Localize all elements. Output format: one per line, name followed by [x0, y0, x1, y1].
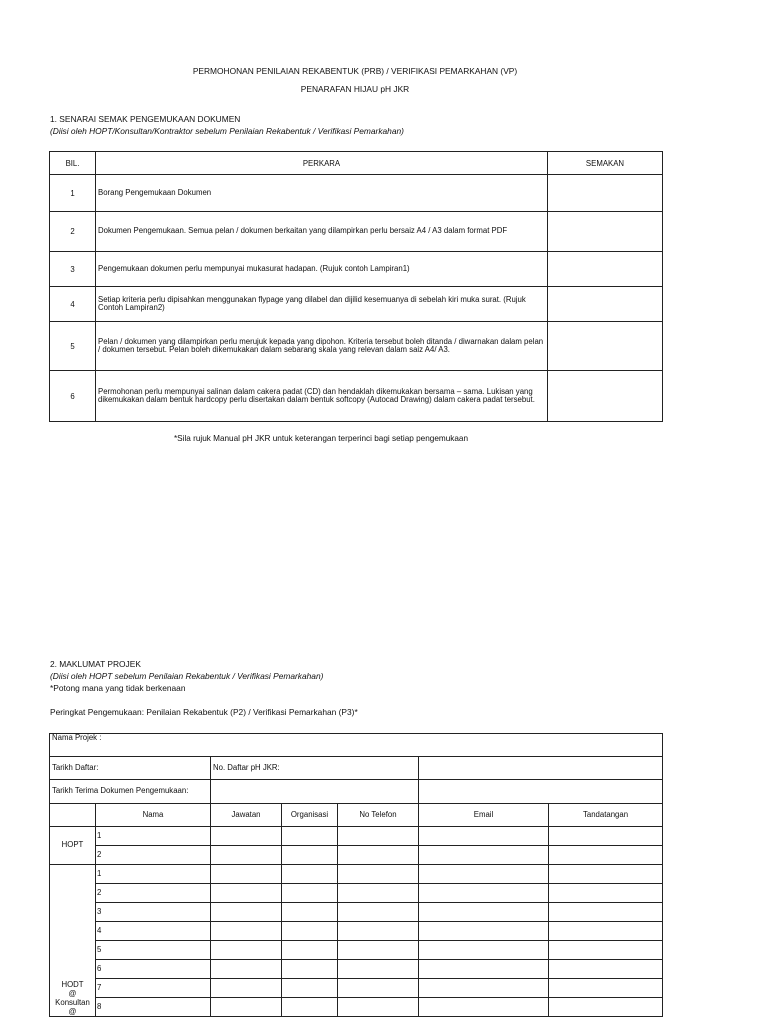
- member-cell[interactable]: [211, 960, 282, 979]
- member-cell[interactable]: [419, 979, 549, 998]
- member-cell[interactable]: [549, 884, 663, 903]
- member-cell[interactable]: [282, 960, 338, 979]
- member-cell[interactable]: [211, 884, 282, 903]
- member-cell[interactable]: [419, 922, 549, 941]
- table-row: [50, 998, 663, 1017]
- form-subtitle: PENARAFAN HIJAU pH JKR: [300, 84, 410, 94]
- table-row: [50, 903, 663, 922]
- table-row: [50, 175, 663, 212]
- member-cell[interactable]: [211, 827, 282, 846]
- col-perkara: PERKARA: [96, 152, 548, 175]
- table-row: [50, 287, 663, 322]
- member-cell[interactable]: [211, 865, 282, 884]
- member-number[interactable]: 6: [96, 960, 211, 979]
- member-cell[interactable]: [419, 998, 549, 1017]
- member-number[interactable]: 1: [96, 827, 211, 846]
- member-number[interactable]: 3: [96, 903, 211, 922]
- table-row: [50, 212, 663, 252]
- col-email: Email: [419, 804, 549, 827]
- row-bil: 1: [50, 175, 96, 212]
- table-row: [50, 922, 663, 941]
- row-perkara: Pengemukaan dokumen perlu mempunyai mukasurat hadapan. (Rujuk contoh Lampiran1): [96, 252, 548, 287]
- row-perkara: Permohonan perlu mempunyai salinan dalam cakera padat (CD) dan hendaklah dikemukakan bersama – sama. Lukisan yang dikemukakan dalam bentuk hardcopy perlu disertakan dalam bentuk softcopy (Autocad Drawing) dalam cakera padat tersebut.: [96, 371, 548, 422]
- members-header-row: [50, 804, 663, 827]
- member-number[interactable]: 4: [96, 922, 211, 941]
- member-cell[interactable]: [338, 960, 419, 979]
- col-bil: BIL.: [50, 152, 96, 175]
- col-jawatan: Jawatan: [211, 804, 282, 827]
- role-header: [50, 804, 96, 827]
- project-info-table: [49, 733, 663, 1017]
- member-number[interactable]: 5: [96, 941, 211, 960]
- form-title: PERMOHONAN PENILAIAN REKABENTUK (PRB) / VERIFIKASI PEMARKAHAN (VP): [192, 66, 518, 76]
- member-cell[interactable]: [549, 998, 663, 1017]
- hodt-label-line: @: [68, 1007, 77, 1016]
- member-cell[interactable]: [211, 941, 282, 960]
- member-cell[interactable]: [549, 922, 663, 941]
- no-daftar-field[interactable]: No. Daftar pH JKR:: [211, 757, 419, 780]
- col-tandatangan: Tandatangan: [549, 804, 663, 827]
- member-cell[interactable]: [419, 827, 549, 846]
- member-cell[interactable]: [549, 827, 663, 846]
- nama-projek-field[interactable]: Nama Projek :: [50, 734, 663, 757]
- hodt-label-line: Konsultan: [55, 998, 90, 1007]
- checklist-table: [49, 151, 663, 422]
- member-cell[interactable]: [549, 979, 663, 998]
- member-cell[interactable]: [338, 979, 419, 998]
- row-bil: 6: [50, 371, 96, 422]
- table-row: [50, 322, 663, 371]
- table-row: [50, 371, 663, 422]
- member-number[interactable]: 7: [96, 979, 211, 998]
- col-semakan: SEMAKAN: [548, 152, 663, 175]
- member-number[interactable]: 2: [96, 884, 211, 903]
- row-bil: 2: [50, 212, 96, 252]
- member-cell[interactable]: [419, 941, 549, 960]
- hodt-label: [50, 865, 96, 1017]
- member-cell[interactable]: [549, 903, 663, 922]
- semakan-cell[interactable]: [548, 175, 663, 212]
- member-cell[interactable]: [419, 846, 549, 865]
- row-perkara: Setiap kriteria perlu dipisahkan menggunakan flypage yang dilabel dan dijilid kesemuanya di sebelah kiri muka surat. (Rujuk Contoh Lampiran2): [96, 287, 548, 322]
- table-row: [50, 941, 663, 960]
- row-bil: 5: [50, 322, 96, 371]
- member-cell[interactable]: [211, 922, 282, 941]
- table-row: [50, 884, 663, 903]
- table-row: [50, 979, 663, 998]
- section2-subheading: (Diisi oleh HOPT sebelum Penilaian Rekabentuk / Verifikasi Pemarkahan): [50, 671, 324, 681]
- member-cell[interactable]: [282, 998, 338, 1017]
- member-cell[interactable]: [282, 922, 338, 941]
- semakan-cell[interactable]: [548, 287, 663, 322]
- member-cell[interactable]: [338, 884, 419, 903]
- member-cell[interactable]: [282, 903, 338, 922]
- section2-note: *Potong mana yang tidak berkenaan: [50, 683, 186, 693]
- row-perkara: Dokumen Pengemukaan. Semua pelan / dokumen berkaitan yang dilampirkan perlu bersaiz A4 / A3 dalam format PDF: [96, 212, 548, 252]
- member-cell[interactable]: [549, 960, 663, 979]
- member-cell[interactable]: [419, 960, 549, 979]
- member-cell[interactable]: [282, 884, 338, 903]
- member-cell[interactable]: [338, 827, 419, 846]
- row-bil: 3: [50, 252, 96, 287]
- semakan-cell[interactable]: [548, 252, 663, 287]
- member-number[interactable]: 2: [96, 846, 211, 865]
- member-cell[interactable]: [549, 941, 663, 960]
- row-perkara: Pelan / dokumen yang dilampirkan perlu merujuk kepada yang dipohon. Kriteria tersebut boleh ditanda / diwarnakan dalam pelan / dokumen tersebut. Pelan boleh dikemukakan dalam sebarang skala yang relevan dalam saiz A4/ A3.: [96, 322, 548, 371]
- table-row: [50, 960, 663, 979]
- member-cell[interactable]: [419, 884, 549, 903]
- member-number[interactable]: 1: [96, 865, 211, 884]
- tarikh-terima-value[interactable]: [211, 780, 419, 804]
- member-cell[interactable]: [549, 865, 663, 884]
- member-cell[interactable]: [211, 903, 282, 922]
- hodt-label-line: HODT: [61, 980, 84, 989]
- member-cell[interactable]: [338, 846, 419, 865]
- member-cell[interactable]: [338, 865, 419, 884]
- member-cell[interactable]: [419, 903, 549, 922]
- section1-heading: 1. SENARAI SEMAK PENGEMUKAAN DOKUMEN: [50, 114, 241, 124]
- col-organisasi: Organisasi: [282, 804, 338, 827]
- member-cell[interactable]: [338, 922, 419, 941]
- member-number[interactable]: 8: [96, 998, 211, 1017]
- member-cell[interactable]: [282, 827, 338, 846]
- table-row: [50, 827, 663, 846]
- hodt-label-line: @: [68, 989, 77, 998]
- member-cell[interactable]: [282, 941, 338, 960]
- checklist-header-row: [50, 152, 663, 175]
- table-row: [50, 865, 663, 884]
- member-cell[interactable]: [282, 865, 338, 884]
- row-perkara: Borang Pengemukaan Dokumen: [96, 175, 548, 212]
- col-nama: Nama: [96, 804, 211, 827]
- hodt-rows: [50, 865, 663, 1017]
- tarikh-terima-extra[interactable]: [419, 780, 663, 804]
- section1-footnote: *Sila rujuk Manual pH JKR untuk keterangan terperinci bagi setiap pengemukaan: [173, 434, 468, 443]
- peringkat-pengemukaan: Peringkat Pengemukaan: Penilaian Rekabentuk (P2) / Verifikasi Pemarkahan (P3)*: [50, 707, 358, 717]
- member-cell[interactable]: [549, 846, 663, 865]
- hopt-label: HOPT: [50, 827, 96, 865]
- member-cell[interactable]: [282, 979, 338, 998]
- tarikh-daftar-field[interactable]: Tarikh Daftar:: [50, 757, 211, 780]
- col-no-telefon: No Telefon: [338, 804, 419, 827]
- no-daftar-value[interactable]: [419, 757, 663, 780]
- member-cell[interactable]: [211, 979, 282, 998]
- member-cell[interactable]: [338, 903, 419, 922]
- member-cell[interactable]: [338, 998, 419, 1017]
- semakan-cell[interactable]: [548, 371, 663, 422]
- member-cell[interactable]: [338, 941, 419, 960]
- hopt-rows: [50, 827, 663, 865]
- member-cell[interactable]: [211, 998, 282, 1017]
- tarikh-terima-field[interactable]: Tarikh Terima Dokumen Pengemukaan:: [50, 780, 211, 804]
- member-cell[interactable]: [211, 846, 282, 865]
- member-cell[interactable]: [282, 846, 338, 865]
- section1-subheading: (Diisi oleh HOPT/Konsultan/Kontraktor sebelum Penilaian Rekabentuk / Verifikasi Pemarkahan): [50, 126, 404, 136]
- row-bil: 4: [50, 287, 96, 322]
- table-row: [50, 252, 663, 287]
- member-cell[interactable]: [419, 865, 549, 884]
- table-row: [50, 846, 663, 865]
- semakan-cell[interactable]: [548, 212, 663, 252]
- semakan-cell[interactable]: [548, 322, 663, 371]
- section2-heading: 2. MAKLUMAT PROJEK: [50, 659, 141, 669]
